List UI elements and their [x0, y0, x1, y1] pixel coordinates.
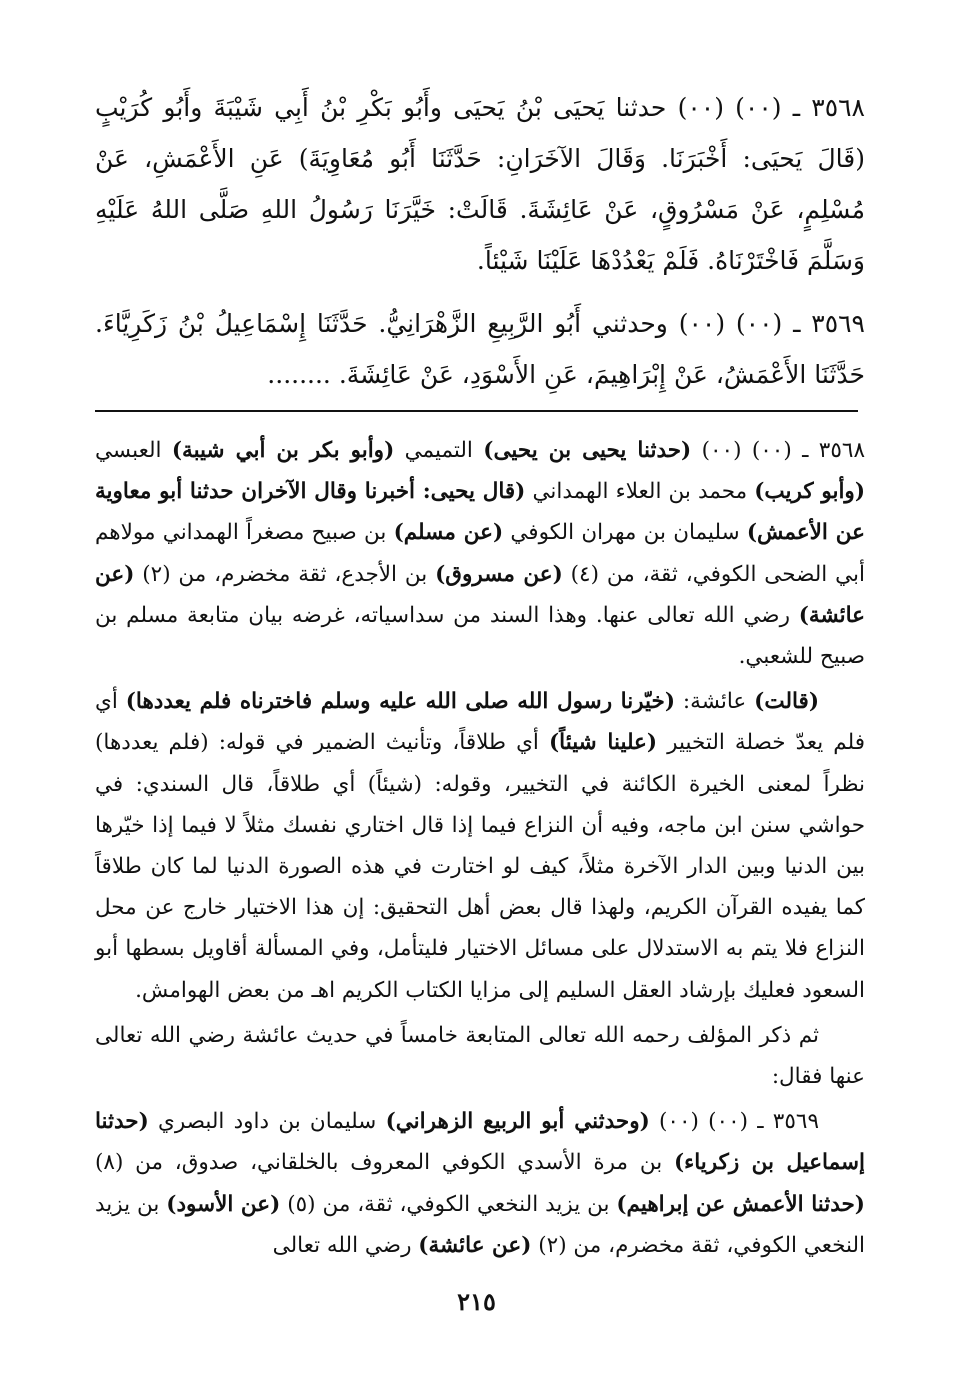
commentary-text: بن مرة الأسدي الكوفي المعروف بالخلقاني، صدوق، من (٨) — [95, 1150, 674, 1176]
commentary-section — [95, 430, 865, 1266]
commentary-text: عائشة: — [675, 689, 755, 715]
commentary-quote: (عن مسلم) — [393, 520, 504, 546]
commentary-text: بن الأجدع، ثقة مخضرم، من (٢) — [134, 561, 436, 587]
commentary-quote: (عن الأسود) — [166, 1191, 281, 1217]
commentary-text: بن صبيح مصغراً الهمداني مولاهم أبي الضحى الكوفي، ثقة، من (٤) — [95, 520, 865, 587]
commentary-text: رضي الله تعالى — [272, 1232, 419, 1258]
commentary-quote: (وأبو كريب) — [754, 479, 865, 505]
commentary-paragraph-transition: ثم ذكر المؤلف رحمه الله تعالى المتابعة خامساً في حديث عائشة رضي الله تعالى عنها فقال: — [95, 1022, 865, 1090]
commentary-quote: (حدثنا الأعمش عن إبراهيم) — [616, 1191, 865, 1217]
commentary-quote: (عن عائشة) — [95, 561, 865, 628]
commentary-quote: (عن عائشة) — [418, 1232, 532, 1258]
commentary-text: ٣٥٦٨ ـ (٠٠) (٠٠) — [691, 438, 865, 463]
commentary-paragraph-3569 — [95, 1101, 865, 1266]
commentary-text: سليمان بن مهران الكوفي — [503, 520, 747, 546]
commentary-quote: (حدثنا إسماعيل بن زكرياء) — [95, 1109, 866, 1176]
commentary-text: التميمي — [394, 438, 484, 463]
commentary-quote: (قال يحيى: أخبرنا وقال الآخران حدثنا أبو معاوية عن الأعمش) — [95, 479, 865, 546]
page-number: ٢١٥ — [457, 1287, 496, 1316]
book-page — [95, 82, 865, 1332]
commentary-text: أي طلاقاً، وتأنيث الضمير في قوله: (فلم يعددها) نظراً لمعنى الخيرة الكائنة في التخيير، وقوله: (شيئاً) أي طلاقاً، قال السندي: في حواشي سنن ابن ماجه، وفيه أن النزاع فيما إذا قال اختاري نفسك مثلاً لا فيما إذا خيّرها بين الدنيا وبين الدار الآخرة مثلاً، كيف لو اختارت في هذه الصورة الدنيا لما كان طلاقاً كما يفيده القرآن الكريم، ولهذا قال بعض أهل التحقيق: إن هذا الاختيار خارج عن محل النزاع فلا يتم به الاستدلال على مسائل الاختيار فليتأمل، وفي المسألة أقاويل بسطها أبو السعود فعليك بإرشاد العقل السليم إلى مزايا الكتاب الكريم اهـ من بعض الهوامش. — [95, 730, 865, 1003]
commentary-quote: (عن مسروق) — [435, 561, 563, 587]
commentary-quote: (وحدثني أبو الربيع الزهراني) — [385, 1109, 650, 1135]
commentary-quote: (علينا شيئاً) — [548, 730, 658, 756]
commentary-text: أي فلم يعدّ خصلة التخيير — [95, 689, 865, 756]
commentary-paragraph-3568 — [95, 430, 865, 677]
commentary-text: العبسي — [95, 438, 172, 463]
commentary-text: بن يزيد النخعي الكوفي، ثقة مخضرم، من (٢) — [95, 1191, 865, 1258]
commentary-quote: (وأبو بكر بن أبي شيبة) — [171, 438, 395, 463]
commentary-text: رضي الله تعالى عنها. وهذا السند من سداسياته، غرضه بيان متابعة مسلم بن صبيح للشعبي. — [95, 602, 865, 670]
commentary-text: سليمان بن داود البصري — [148, 1109, 386, 1135]
commentary-paragraph-aisha — [95, 681, 865, 1011]
commentary-text: ٣٥٦٩ ـ (٠٠) (٠٠) — [649, 1109, 819, 1135]
commentary-text: محمد بن العلاء الهمداني — [525, 479, 755, 505]
footnote-separator — [95, 410, 858, 412]
hadith-3568-text: ٣٥٦٨ ـ (٠٠) (٠٠) حدثنا يَحيَى بْنُ يَحيَى وأَبُو بَكْرِ بْنُ أَبِي شَيْبَةَ وأَبُو كُرَيْبٍ (قَالَ يَحيَى: أَخْبَرَنَا. وَقَالَ الآخَرَانِ: حَدَّثَنَا أَبُو مُعَاوِيَةَ) عَنِ الأَعْمَشِ، عَنْ مُسْلِمٍ، عَنْ مَسْرُوقٍ، عَنْ عَائِشَةَ. قَالَتْ: خَيَّرَنَا رَسُولُ اللهِ صَلَّى اللهُ عَلَيْهِ وَسَلَّمَ فَاخْتَرْنَاهُ. فَلَمْ يَعْدُدْهَا عَلَيْنَا شَيْئاً. — [95, 93, 865, 275]
commentary-quote: (قالت) — [754, 689, 820, 715]
commentary-quote: (خيّرنا رسول الله صلى الله عليه وسلم فاخترناه فلم يعددها) — [125, 689, 676, 715]
hadith-3569-text: ٣٥٦٩ ـ (٠٠) (٠٠) وحدثني أَبُو الرَّبِيعِ الزَّهْرَانِيُّ. حَدَّثَنَا إِسْمَاعِيلُ بْنُ زَكَرِيَّاءَ. حَدَّثَنَا الأَعْمَشُ، عَنْ إِبْرَاهِيمَ، عَنِ الأَسْوَدِ، عَنْ عَائِشَةَ. ........ — [95, 309, 865, 389]
commentary-quote: (حدثنا يحيى بن يحيى) — [483, 438, 692, 463]
commentary-text: بن يزيد النخعي الكوفي، ثقة، من (٥) — [280, 1191, 617, 1217]
